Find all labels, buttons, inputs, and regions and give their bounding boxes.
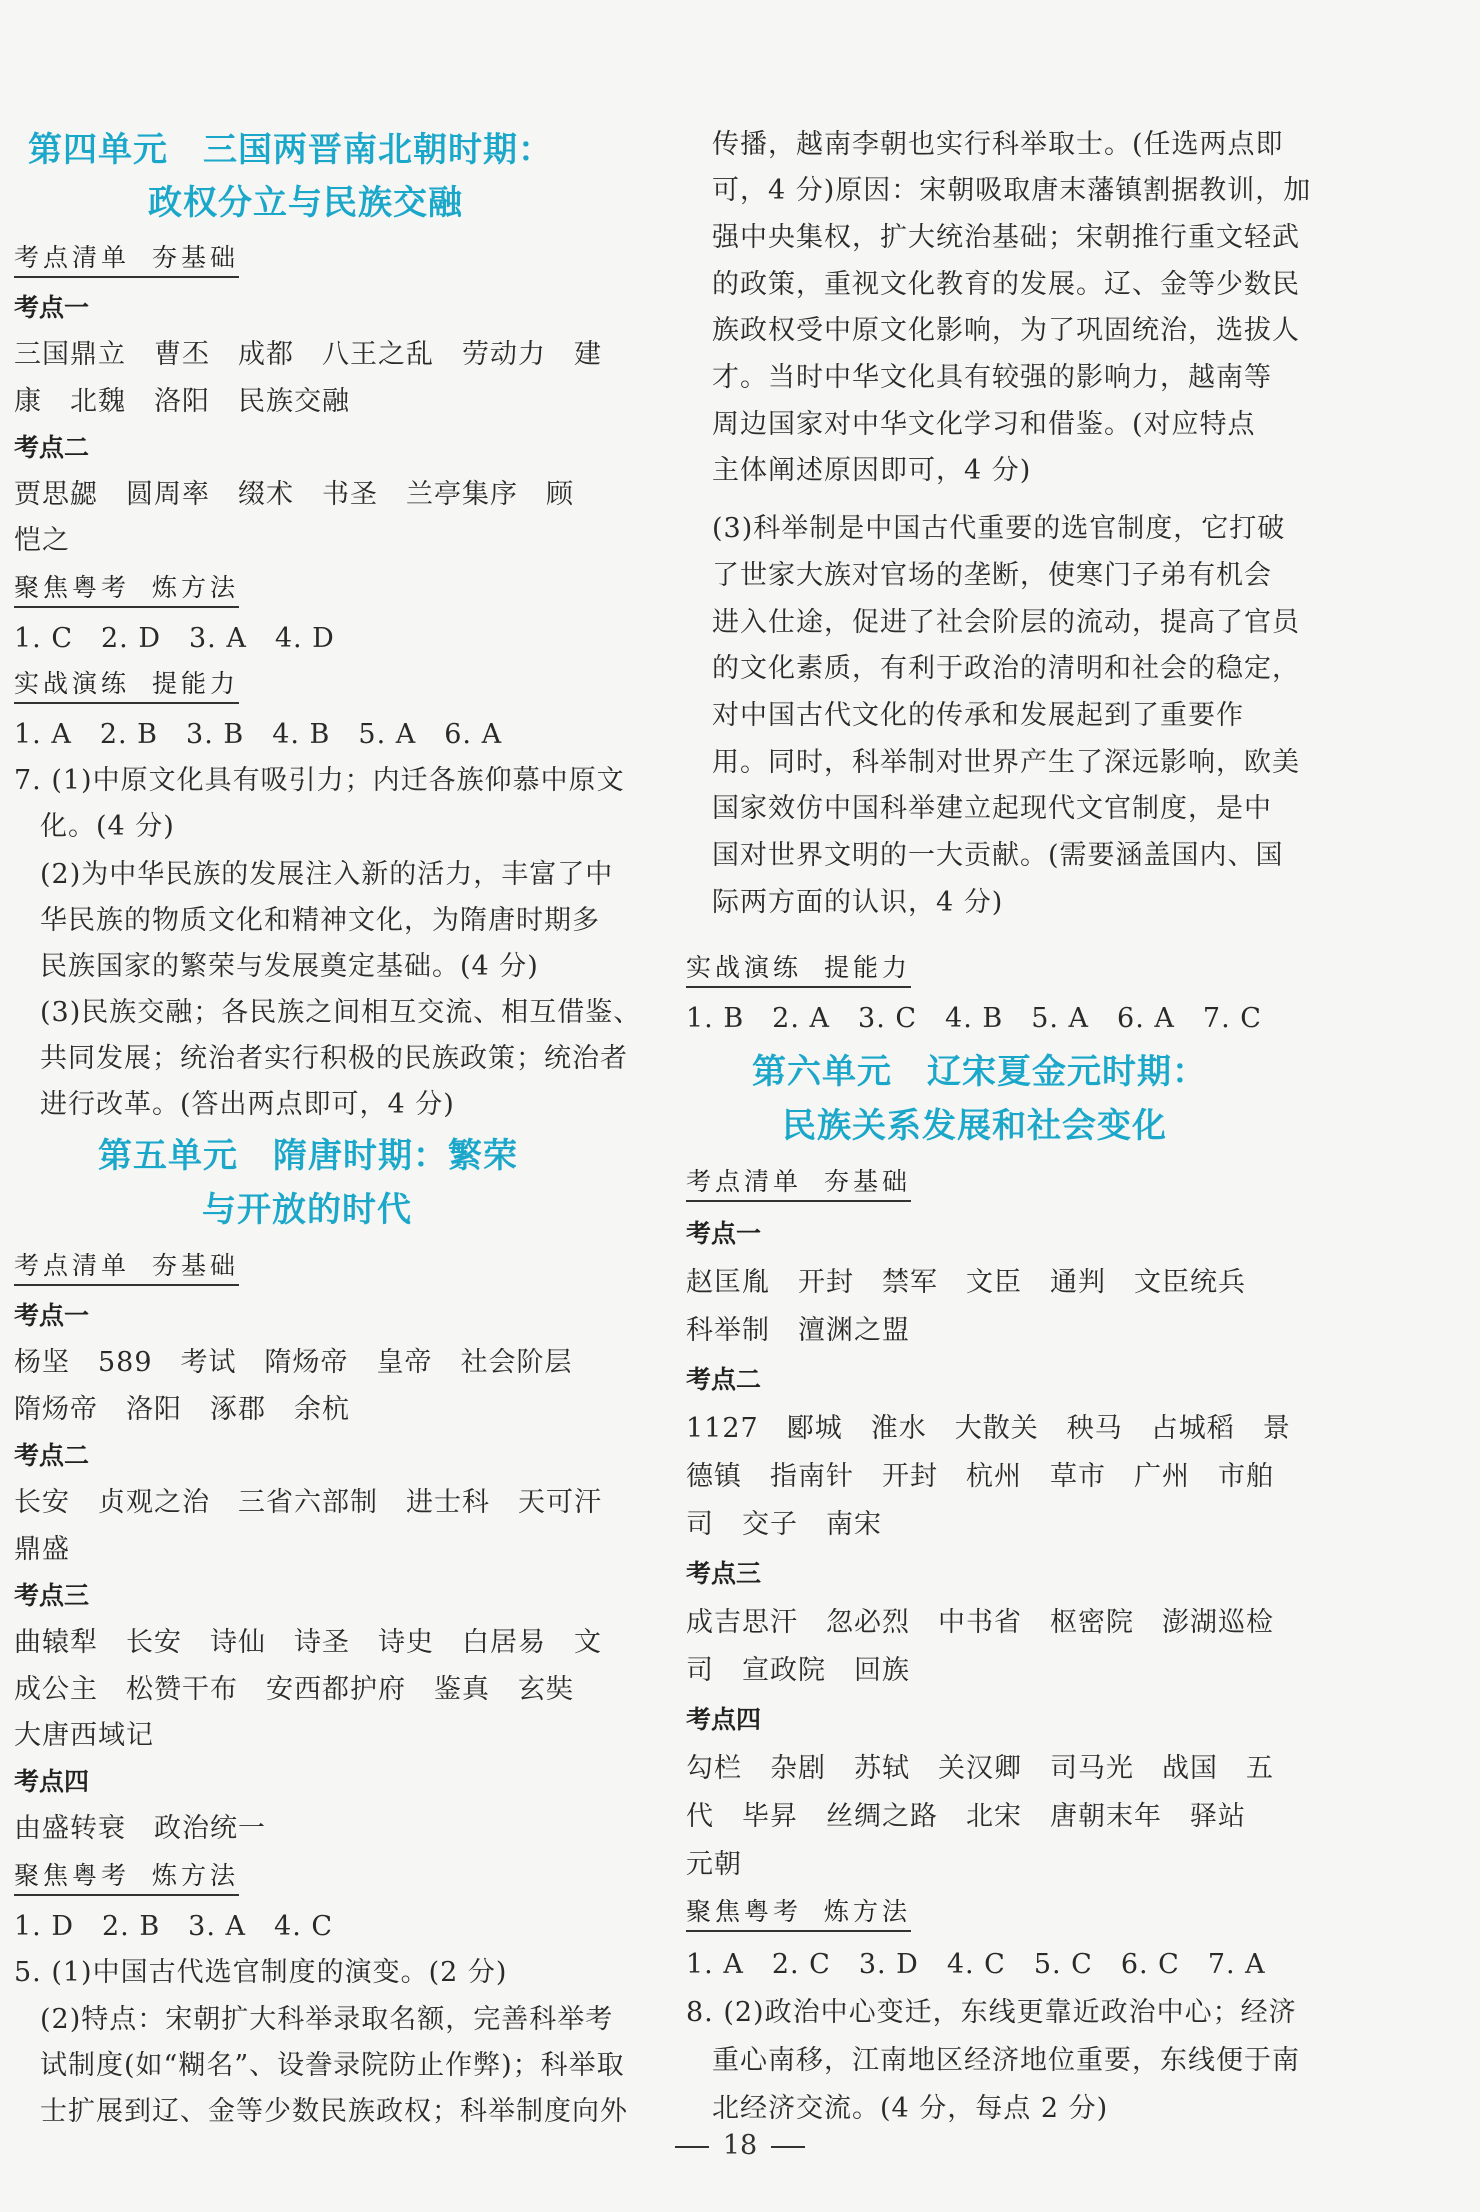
text-line: 恺之 — [14, 525, 70, 556]
text-line: 5. (1)中国古代选官制度的演变。(2 分) — [14, 1957, 508, 1988]
text-line: 国家效仿中国科举建立起现代文官制度，是中 — [712, 793, 1272, 824]
unit4-title-line1: 第四单元 三国两晋南北朝时期： — [28, 130, 553, 170]
text-line: 勾栏 杂剧 苏轼 关汉卿 司马光 战国 五 — [686, 1753, 1274, 1784]
text-line: 传播，越南李朝也实行科举取士。(任选两点即 — [712, 129, 1284, 160]
text-line: 士扩展到辽、金等少数民族政权；科举制度向外 — [40, 2096, 628, 2127]
text-line: 对中国古代文化的传承和发展起到了重要作 — [712, 700, 1244, 731]
unit5-title-line2: 与开放的时代 — [202, 1190, 412, 1230]
text-line: 司 交子 南宋 — [686, 1509, 882, 1540]
page-number — [0, 2130, 1480, 2161]
text-line: 代 毕昇 丝绸之路 北宋 唐朝末年 驿站 — [686, 1801, 1246, 1832]
text-line: 成吉思汗 忽必烈 中书省 枢密院 澎湖巡检 — [686, 1607, 1274, 1638]
text-line: 强中央集权，扩大统治基础；宋朝推行重文轻武 — [712, 222, 1300, 253]
text-line: 族政权受中原文化影响，为了巩固统治，选拔人 — [712, 315, 1300, 346]
section-header-focus: 聚焦粤考 炼方法 — [14, 1856, 239, 1896]
answer-line: 1. A 2. C 3. D 4. C 5. C 6. C 7. A — [686, 1949, 1266, 1980]
section-header-checklist: 考点清单 夯基础 — [14, 1246, 239, 1286]
text-line: 隋炀帝 洛阳 涿郡 余杭 — [14, 1394, 350, 1425]
text-line: 了世家大族对官场的垄断，使寒门子弟有机会 — [712, 560, 1272, 591]
text-line: (2)为中华民族的发展注入新的活力，丰富了中 — [40, 859, 614, 890]
point-heading: 考点四 — [14, 1767, 90, 1796]
text-line: 的政策，重视文化教育的发展。辽、金等少数民 — [712, 269, 1300, 300]
text-line: (3)民族交融；各民族之间相互交流、相互借鉴、 — [40, 997, 642, 1028]
unit5-title-line1: 第五单元 隋唐时期：繁荣 — [98, 1136, 518, 1176]
text-line: 元朝 — [686, 1849, 742, 1880]
point-heading: 考点一 — [14, 293, 90, 322]
text-line: 民族国家的繁荣与发展奠定基础。(4 分) — [40, 951, 539, 982]
point-heading: 考点三 — [14, 1581, 90, 1610]
page-number-value: 18 — [722, 2130, 758, 2161]
text-line: 8. (2)政治中心变迁，东线更靠近政治中心；经济 — [686, 1997, 1297, 2028]
answer-line: 1. A 2. B 3. B 4. B 5. A 6. A — [14, 719, 503, 750]
text-line: 共同发展；统治者实行积极的民族政策；统治者 — [40, 1043, 628, 1074]
answer-line: 1. D 2. B 3. A 4. C — [14, 1911, 334, 1942]
section-header-practice: 实战演练 提能力 — [14, 664, 239, 704]
text-line: 1127 郾城 淮水 大散关 秧马 占城稻 景 — [686, 1413, 1291, 1444]
text-line: 主体阐述原因即可，4 分) — [712, 455, 1032, 486]
point-heading: 考点四 — [686, 1705, 762, 1734]
answer-line: 1. C 2. D 3. A 4. D — [14, 623, 335, 654]
text-line: 用。同时，科举制对世界产生了深远影响，欧美 — [712, 747, 1300, 778]
text-line: 才。当时中华文化具有较强的影响力，越南等 — [712, 362, 1272, 393]
section-header-checklist: 考点清单 夯基础 — [686, 1162, 911, 1202]
section-header-focus: 聚焦粤考 炼方法 — [686, 1892, 911, 1932]
point-heading: 考点一 — [14, 1301, 90, 1330]
text-line: 长安 贞观之治 三省六部制 进士科 天可汗 — [14, 1487, 602, 1518]
point-heading: 考点二 — [14, 1441, 90, 1470]
text-line: 北经济交流。(4 分，每点 2 分) — [712, 2093, 1109, 2124]
text-line: 成公主 松赞干布 安西都护府 鉴真 玄奘 — [14, 1674, 574, 1705]
text-line: 华民族的物质文化和精神文化，为隋唐时期多 — [40, 905, 600, 936]
page-number-dash-right — [771, 2146, 805, 2148]
section-header-checklist: 考点清单 夯基础 — [14, 238, 239, 278]
text-line: 周边国家对中华文化学习和借鉴。(对应特点 — [712, 409, 1256, 440]
text-line: 三国鼎立 曹丕 成都 八王之乱 劳动力 建 — [14, 339, 602, 370]
text-line: 贾思勰 圆周率 缀术 书圣 兰亭集序 顾 — [14, 479, 574, 510]
text-line: 司 宣政院 回族 — [686, 1655, 910, 1686]
unit6-title-line2: 民族关系发展和社会变化 — [782, 1106, 1167, 1146]
text-line: 试制度(如“糊名”、设誊录院防止作弊)；科举取 — [40, 2050, 625, 2081]
answer-line: 1. B 2. A 3. C 4. B 5. A 6. A 7. C — [686, 1003, 1262, 1034]
text-line: 际两方面的认识，4 分) — [712, 887, 1004, 918]
text-line: 杨坚 589 考试 隋炀帝 皇帝 社会阶层 — [14, 1347, 573, 1378]
text-line: 7. (1)中原文化具有吸引力；内迁各族仰慕中原文 — [14, 765, 625, 796]
text-line: 可，4 分)原因：宋朝吸取唐末藩镇割据教训，加 — [712, 175, 1312, 206]
text-line: 科举制 澶渊之盟 — [686, 1315, 910, 1346]
text-line: 赵匡胤 开封 禁军 文臣 通判 文臣统兵 — [686, 1267, 1246, 1298]
text-line: 进入仕途，促进了社会阶层的流动，提高了官员 — [712, 607, 1300, 638]
point-heading: 考点二 — [14, 433, 90, 462]
unit4-title-line2: 政权分立与民族交融 — [148, 183, 463, 223]
text-line: 由盛转衰 政治统一 — [14, 1813, 266, 1844]
page-number-dash-left — [675, 2146, 709, 2148]
text-line: 德镇 指南针 开封 杭州 草市 广州 市舶 — [686, 1461, 1274, 1492]
text-line: 鼎盛 — [14, 1534, 70, 1565]
text-line: 进行改革。(答出两点即可，4 分) — [40, 1089, 455, 1120]
text-line: 的文化素质，有利于政治的清明和社会的稳定， — [712, 653, 1300, 684]
point-heading: 考点二 — [686, 1365, 762, 1394]
text-line: 重心南移，江南地区经济地位重要，东线便于南 — [712, 2045, 1300, 2076]
section-header-focus: 聚焦粤考 炼方法 — [14, 568, 239, 608]
text-line: (3)科举制是中国古代重要的选官制度，它打破 — [712, 513, 1286, 544]
text-line: 国对世界文明的一大贡献。(需要涵盖国内、国 — [712, 840, 1284, 871]
section-header-practice: 实战演练 提能力 — [686, 948, 911, 988]
point-heading: 考点三 — [686, 1559, 762, 1588]
text-line: 大唐西域记 — [14, 1720, 154, 1751]
text-line: (2)特点：宋朝扩大科举录取名额，完善科举考 — [40, 2004, 614, 2035]
text-line: 康 北魏 洛阳 民族交融 — [14, 386, 350, 417]
text-line: 曲辕犁 长安 诗仙 诗圣 诗史 白居易 文 — [14, 1627, 602, 1658]
text-line: 化。(4 分) — [40, 811, 175, 842]
unit6-title-line1: 第六单元 辽宋夏金元时期： — [752, 1052, 1207, 1092]
point-heading: 考点一 — [686, 1219, 762, 1248]
